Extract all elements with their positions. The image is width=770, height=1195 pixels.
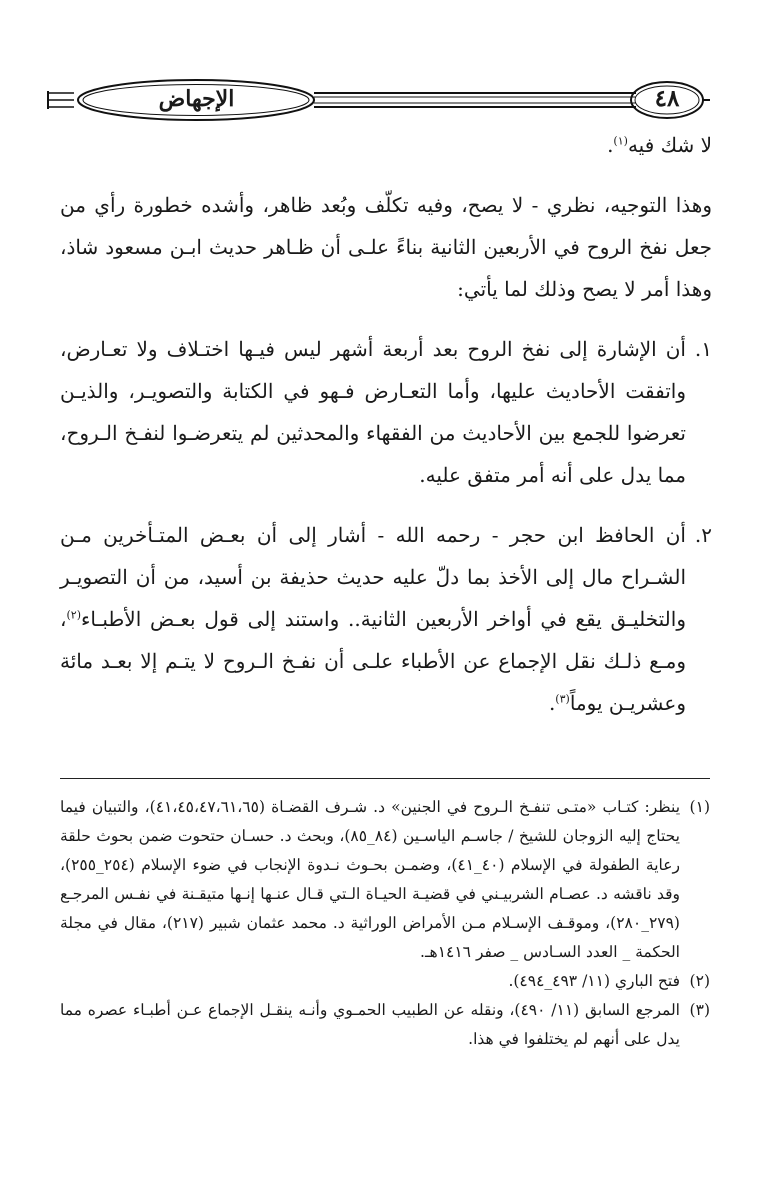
- point-number: ٢.: [694, 523, 712, 547]
- footnote-text: ينظر: كتـاب «متـى تنفـخ الـروح في الجنين» د. شـرف القضـاة (٤١،٤٥،٤٧،٦١،٦٥)، والتبيان فيما يحتاج إليه الزوجان للشيخ / جاسـم الياسـين (٨٤_٨٥)، وبحث د. حسـان حتحوت ضمن بحوث حلقة رعاية الطفولة في الإسلام (٤٠_٤١)، وضمـن بحـوث نـدوة الإنجاب في ضوء الإسلام (٢٥٤_٢٥٥)، وقد ناقشه د. عصـام الشربيـني في قضيـة الحيـاة الـتي قـال عنـها إنـها متيقـنة في نفـس المرجـع (٢٧٩_٢٨٠)، وموقـف الإسـلام مـن الأمراض الوراثية د. محمد عثمان شبير (٢١٧)، مقال في مجلة الحكمة _ العدد السـادس _ صفر ١٤١٦هـ.: [60, 798, 681, 961]
- point-2: ٢. أن الحافظ ابن حجر - رحمه الله - أشار إلى أن بعـض المتـأخرين مـن الشـراح مال إلى الأخذ بما دلّ عليه حديث حذيفة بن أسيد، من أن التصويـر والتخليـق يقع في أواخر الأربعين الثانية.. واستند إلى قول بعـض الأطبـاء$^{(٢)}$، ومـع ذلـك نقل الإجماع عن الأطباء علـى أن نفـخ الـروح لا يتـم إلا بعـد مائة وعشريـن يوماً$^{(٣)}$.: [60, 514, 712, 724]
- footnote-2: [60, 967, 710, 996]
- opening-line: لا شك فيه$^{(١)}$.: [607, 133, 712, 157]
- footnote-number: (٣): [689, 1001, 710, 1019]
- footnote-number: (١): [689, 798, 710, 816]
- point-text: أن الحافظ ابن حجر - رحمه الله - أشار إلى أن بعـض المتـأخرين مـن الشـراح مال إلى الأخذ بما دلّ عليه حديث حذيفة بن أسيد، من أن التصويـر والتخليـق يقع في أواخر الأربعين الثانية.. واستند إلى قول بعـض الأطبـاء: [60, 523, 686, 631]
- footnote-ref-1: (١): [613, 134, 628, 148]
- footnote-ref-2: (٢): [66, 608, 81, 622]
- point-number: ١.: [694, 337, 712, 361]
- point-1: [60, 328, 712, 496]
- footnote-number: (٢): [689, 972, 710, 990]
- page-header: [44, 72, 712, 128]
- footnote-text: فتح الباري (١١/ ٤٩٣_٤٩٤).: [508, 972, 680, 990]
- footnote-3: [60, 996, 710, 1054]
- page-number: ٤٨: [654, 85, 680, 112]
- point-text: أن الإشارة إلى نفخ الروح بعد أربعة أشهر ليس فيـها اختـلاف ولا تعـارض، واتفقت الأحاديث عليها، وأما التعـارض فـهو في الكتابة والتصويـر، والذيـن تعرضوا للجمع بين الأحاديث من الفقهاء والمحدثين لم يتعرضـوا لنفـخ الـروح، مما يدل على أنه أمر متفق عليه.: [60, 337, 686, 487]
- footnote-1: [60, 793, 710, 967]
- footnotes: [60, 778, 710, 1054]
- running-title: الإجهاض: [158, 86, 235, 112]
- footnote-ref-3: (٣): [555, 692, 570, 706]
- point-text-continued: ، ومـع ذلـك نقل الإجماع عن الأطباء علـى أن نفـخ الـروح لا يتـم إلا بعـد مائة وعشريـن يوماً: [60, 607, 686, 715]
- footnote-text: المرجع السابق (١١/ ٤٩٠)، ونقله عن الطبيب الحمـوي وأنـه ينقـل الإجماع عـن أطبـاء عصره مما يدل على أنهم لم يختلفوا في هذا.: [60, 1001, 680, 1048]
- body-paragraph: وهذا التوجيه، نظري - لا يصح، وفيه تكلّف وبُعد ظاهر، وأشده خطورة رأي من جعل نفخ الروح في الأربعين الثانية بناءً علـى أن ظـاهر حديث ابـن مسعود شاذ، وهذا أمر لا يصح وذلك لما يأتي:: [60, 193, 712, 301]
- main-text: [60, 124, 712, 724]
